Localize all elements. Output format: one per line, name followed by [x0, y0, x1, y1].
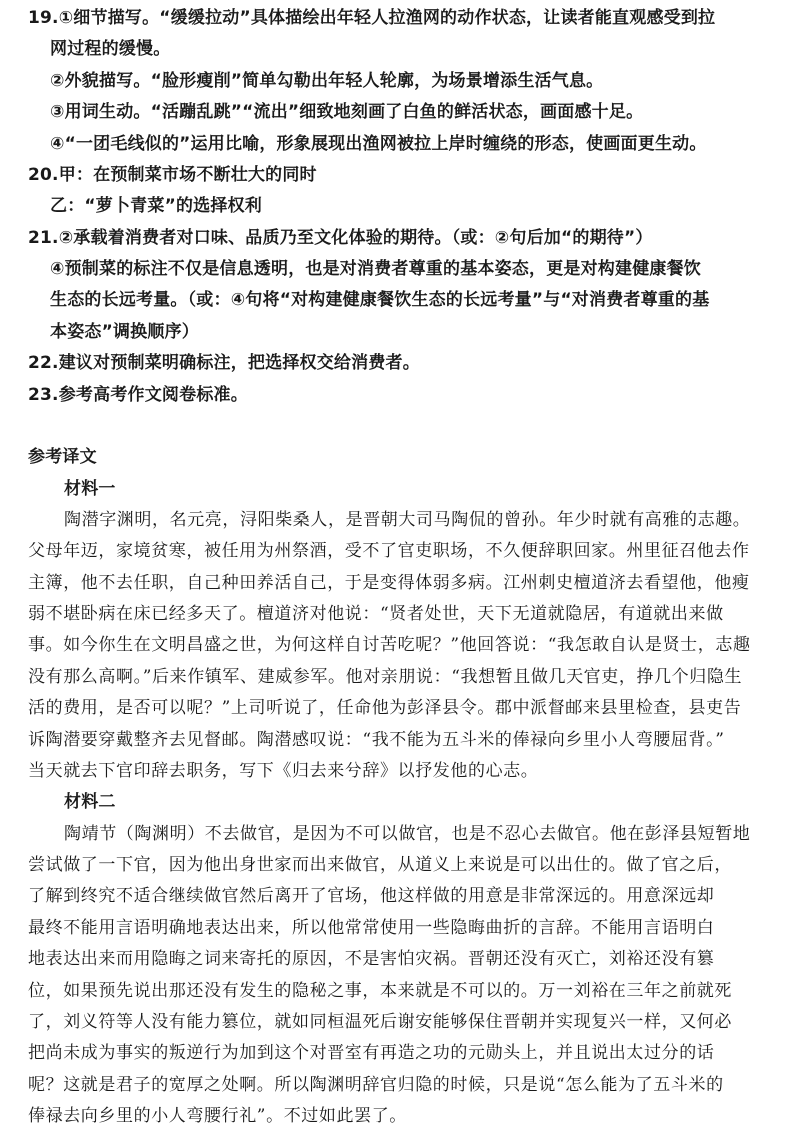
material-1-line: 弱不堪卧病在床已经多天了。檀道济对他说：“贤者处世，天下无道就隐居，有道就出来做: [28, 604, 724, 625]
material-2-line: 呢？这就是君子的宽厚之处啊。所以陶渊明辞官归隐的时候，只是说“怎么能为了五斗米的: [28, 1074, 724, 1095]
material-2-line: 俸禄去向乡里的小人弯腰行礼”。不过如此罢了。: [28, 1106, 407, 1126]
material-2-line: 了，刘义符等人没有能力篡位，就如同桓温死后谢安能够保住晋朝并实现复兴一样，又何必: [28, 1011, 732, 1032]
material-1-line: 陶潜字渊明，名元亮，浔阳柴桑人，是晋朝大司马陶侃的曾孙。年少时就有高雅的志趣。: [64, 509, 751, 530]
material-2-title: 材料二: [64, 792, 116, 813]
answer-19-point-2: ②外貌描写。“脸形瘦削”简单勾勒出年轻人轮廓，为场景增添生活气息。: [50, 70, 604, 91]
material-2-line: 最终不能用言语明确地表达出来，所以他常常使用一些隐晦曲折的言辞。不能用言语明白: [28, 917, 715, 938]
material-2-line: 位，如果预先说出那还没有发生的隐秘之事，本来就是不可以的。万一刘裕在三年之前就死: [28, 980, 732, 1001]
answer-19-line-1: 19.①细节描写。“缓缓拉动”具体描绘出年轻人拉渔网的动作状态，让读者能直观感受到拉: [28, 8, 716, 28]
material-1-line: 父母年迈，家境贫寒，被任用为州祭酒，受不了官吏职场，不久便辞职回家。州里征召他去作: [28, 541, 750, 562]
answer-20-part-a: 20.甲：在预制菜市场不断壮大的同时: [28, 164, 317, 185]
material-2-line: 尝试做了一下官，因为他出身世家而出来做官，从道义上来说是可以出仕的。做了官之后，: [28, 855, 732, 875]
material-1-line: 诉陶潜要穿戴整齐去见督邮。陶潜感叹说：“我不能为五斗米的俸禄向乡里小人弯腰屈背。”: [28, 729, 725, 750]
material-1-line: 当天就去下官印辞去职务，写下《归去来兮辞》以抒发他的心志。: [28, 760, 539, 781]
translation-heading: 参考译文: [28, 447, 97, 468]
answer-19-line-2: 网过程的缓慢。: [50, 39, 171, 60]
answer-21-line-2: ④预制菜的标注不仅是信息透明，也是对消费者尊重的基本姿态，更是对构建健康餐饮: [50, 259, 701, 279]
material-1-line: 主簿，他不去任职，自己种田养活自己，于是变得体弱多病。江州刺史檀道济去看望他，他瘦: [28, 572, 750, 593]
answer-20-part-b: 乙：“萝卜青菜”的选择权利: [50, 196, 262, 217]
material-1-title: 材料一: [64, 478, 116, 499]
answer-22: 22.建议对预制菜明确标注，把选择权交给消费者。: [28, 353, 420, 374]
answer-19-point-3: ③用词生动。“活蹦乱跳”“流出”细致地刻画了白鱼的鲜活状态，画面感十足。: [50, 102, 644, 123]
material-1-line: 活的费用，是否可以呢？”上司听说了，任命他为彭泽县令。郡中派督邮来县里检查，县吏告: [28, 698, 742, 719]
material-2-line: 了解到终究不适合继续做官然后离开了官场，他这样做的用意是非常深远的。用意深远却: [28, 886, 715, 907]
answer-19-point-4: ④“一团毛线似的”运用比喻，形象展现出渔网被拉上岸时缠绕的形态，使画面更生动。: [50, 133, 707, 154]
answer-21-line-4: 本姿态”调换顺序）: [50, 321, 199, 342]
answer-23: 23.参考高考作文阅卷标准。: [28, 384, 248, 405]
material-1-line: 事。如今你生在文明昌盛之世，为何这样自讨苦吃呢？”他回答说：“我怎敢自认是贤士，志趣: [28, 635, 751, 656]
material-2-line: 把尚未成为事实的叛逆行为加到这个对晋室有再造之功的元勋头上，并且说出太过分的话: [28, 1043, 715, 1064]
material-2-line: 地表达出来而用隐晦之词来寄托的原因，不是害怕灾祸。晋朝还没有灭亡，刘裕还没有篡: [28, 949, 715, 970]
material-1-line: 没有那么高啊。”后来作镇军、建威参军。他对亲朋说：“我想暂且做几天官吏，挣几个归隐生: [28, 666, 743, 687]
answer-21-line-1: 21.②承载着消费者对口味、品质乃至文化体验的期待。（或：②句后加“的期待”）: [28, 227, 653, 248]
material-2-line: 陶靖节（陶渊明）不去做官，是因为不可以做官，也是不忍心去做官。他在彭泽县短暂地: [64, 823, 751, 844]
answer-21-line-3: 生态的长远考量。（或：④句将“对构建健康餐饮生态的长远考量”与“对消费者尊重的基: [50, 290, 710, 311]
